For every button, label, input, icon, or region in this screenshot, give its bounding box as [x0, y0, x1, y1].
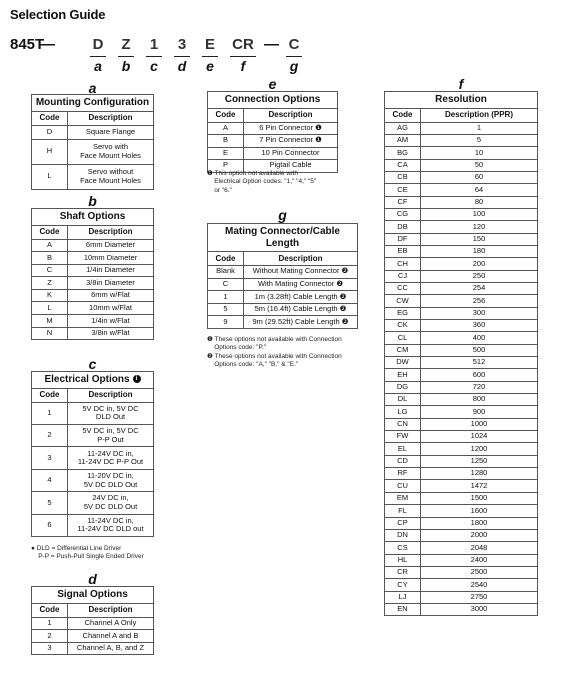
table-row	[32, 277, 154, 290]
row-description: 1250	[421, 455, 538, 467]
row-code: CU	[385, 480, 421, 492]
row-description: 24V DC in, 5V DC DLD Out	[68, 492, 154, 514]
table-row	[385, 122, 538, 134]
part-number-dash: —	[40, 36, 55, 53]
row-code: BG	[385, 147, 421, 159]
row-code: RF	[385, 468, 421, 480]
info-circle-icon: i	[133, 375, 141, 383]
row-code: CC	[385, 282, 421, 294]
row-code: CK	[385, 320, 421, 332]
row-code: CW	[385, 295, 421, 307]
row-code: CP	[385, 517, 421, 529]
part-number-segment-g: C g	[286, 36, 302, 74]
row-code: AG	[385, 122, 421, 134]
row-code: H	[32, 139, 68, 164]
row-description: 1600	[421, 505, 538, 517]
row-description: Pigtail Cable	[244, 160, 338, 173]
row-code: 2	[32, 424, 68, 446]
table-row	[32, 125, 154, 139]
row-code: DF	[385, 233, 421, 245]
row-description: Channel A, B, and Z	[68, 642, 154, 655]
table-row	[385, 394, 538, 406]
row-description: 150	[421, 233, 538, 245]
row-description: Channel A Only	[68, 617, 154, 630]
g-table-title: Mating Connector/Cable Length	[208, 224, 358, 252]
row-description: 2750	[421, 591, 538, 603]
row-description: 2540	[421, 579, 538, 591]
electrical-options-table	[31, 371, 154, 537]
electrical-options-note: ● DLD = Differential Line Driver P-P = Push-Pull Single Ended Driver	[31, 545, 144, 561]
row-description: 10 Pin Connector	[244, 147, 338, 160]
row-code: CG	[385, 208, 421, 220]
table-row	[32, 492, 154, 514]
row-code: D	[32, 125, 68, 139]
row-code: CJ	[385, 270, 421, 282]
part-number-prefix: 845T	[10, 36, 45, 53]
row-code: CD	[385, 455, 421, 467]
row-description: 10	[421, 147, 538, 159]
row-code: EH	[385, 369, 421, 381]
row-description: 80	[421, 196, 538, 208]
row-code: B	[32, 252, 68, 265]
row-code: Blank	[208, 266, 244, 279]
row-code: N	[32, 327, 68, 340]
row-code: CR	[385, 566, 421, 578]
row-code: K	[32, 289, 68, 302]
signal-options-table	[31, 586, 154, 655]
table-row	[385, 233, 538, 245]
row-code: CM	[385, 344, 421, 356]
row-code: 5	[32, 492, 68, 514]
table-row	[385, 171, 538, 183]
row-code: A	[208, 122, 244, 135]
row-code: 2	[32, 630, 68, 643]
table-row	[385, 554, 538, 566]
row-description: 360	[421, 320, 538, 332]
table-row	[32, 402, 154, 424]
shaft-options-table	[31, 208, 154, 340]
table-row	[32, 327, 154, 340]
row-code: 6	[32, 514, 68, 536]
part-number-segment-c: 1 c	[146, 36, 162, 74]
table-row	[32, 315, 154, 328]
row-code: C	[208, 278, 244, 291]
row-code: P	[208, 160, 244, 173]
column-header-description: Description	[68, 225, 154, 239]
row-code: L	[32, 302, 68, 315]
table-row	[385, 221, 538, 233]
row-description: 300	[421, 307, 538, 319]
f-table-title: Resolution	[385, 92, 538, 109]
row-code: E	[208, 147, 244, 160]
row-description: 3/8in w/Flat	[68, 327, 154, 340]
table-row	[385, 134, 538, 146]
row-code: LG	[385, 406, 421, 418]
row-description: 64	[421, 184, 538, 196]
row-code: 1	[32, 617, 68, 630]
row-code: HL	[385, 554, 421, 566]
row-description: Servo without Face Mount Holes	[68, 164, 154, 189]
row-description: 200	[421, 258, 538, 270]
section-letter-e: e	[268, 76, 277, 92]
table-row	[385, 492, 538, 504]
row-description: 10mm w/Flat	[68, 302, 154, 315]
row-code: CN	[385, 418, 421, 430]
row-description: 2400	[421, 554, 538, 566]
table-row	[385, 147, 538, 159]
row-code: EM	[385, 492, 421, 504]
row-description: 50	[421, 159, 538, 171]
table-row	[385, 591, 538, 603]
row-description: 180	[421, 245, 538, 257]
column-header-code: Code	[208, 108, 244, 122]
row-code: M	[32, 315, 68, 328]
table-row	[32, 424, 154, 446]
table-row	[385, 159, 538, 171]
row-description: 9m (29.52ft) Cable Length ❷	[244, 316, 358, 329]
row-description: 1000	[421, 418, 538, 430]
row-code: Z	[32, 277, 68, 290]
connection-options-note: ❶ This option not available with Electrical Option codes: "1," "4," "5" or "6."	[207, 170, 317, 194]
row-code: L	[32, 164, 68, 189]
row-description: Square Flange	[68, 125, 154, 139]
part-number-dash-2: —	[264, 36, 279, 53]
row-description: 1024	[421, 431, 538, 443]
table-row	[32, 239, 154, 252]
table-row	[385, 529, 538, 541]
table-row	[208, 122, 338, 135]
row-description: 1/4in Diameter	[68, 264, 154, 277]
table-row	[32, 447, 154, 469]
row-description: 512	[421, 357, 538, 369]
row-code: CS	[385, 542, 421, 554]
row-description: 1/4in w/Flat	[68, 315, 154, 328]
table-row	[32, 264, 154, 277]
row-description: 500	[421, 344, 538, 356]
row-code: 3	[32, 447, 68, 469]
column-header-description: Description	[68, 603, 154, 617]
table-row	[385, 270, 538, 282]
row-code: AM	[385, 134, 421, 146]
table-row	[32, 630, 154, 643]
table-row	[208, 135, 338, 148]
b-table-title: Shaft Options	[32, 209, 154, 226]
row-code: B	[208, 135, 244, 148]
table-row	[32, 469, 154, 491]
row-description: 1200	[421, 443, 538, 455]
row-code: 5	[208, 303, 244, 316]
table-row	[385, 208, 538, 220]
row-code: EB	[385, 245, 421, 257]
row-code: 4	[32, 469, 68, 491]
row-code: 3	[32, 642, 68, 655]
row-code: LJ	[385, 591, 421, 603]
table-row	[385, 258, 538, 270]
table-row	[385, 184, 538, 196]
row-description: 1	[421, 122, 538, 134]
row-code: DN	[385, 529, 421, 541]
table-row	[385, 295, 538, 307]
e-table-title: Connection Options	[208, 92, 338, 109]
row-code: EG	[385, 307, 421, 319]
part-number-segment-e: E e	[202, 36, 218, 74]
row-code: CH	[385, 258, 421, 270]
table-row	[385, 418, 538, 430]
table-row	[208, 303, 358, 316]
row-description: 250	[421, 270, 538, 282]
row-description: Channel A and B	[68, 630, 154, 643]
table-row	[385, 332, 538, 344]
row-description: 1m (3.28ft) Cable Length ❷	[244, 291, 358, 304]
connection-options-table	[207, 91, 338, 173]
row-description: 100	[421, 208, 538, 220]
row-description: 800	[421, 394, 538, 406]
row-code: CB	[385, 171, 421, 183]
table-row	[208, 147, 338, 160]
row-description: 720	[421, 381, 538, 393]
row-code: CA	[385, 159, 421, 171]
table-row	[385, 307, 538, 319]
row-description: 6 Pin Connector ❶	[244, 122, 338, 135]
row-code: A	[32, 239, 68, 252]
row-code: CL	[385, 332, 421, 344]
row-code: 1	[208, 291, 244, 304]
section-letter-a: a	[88, 80, 97, 96]
c-table-title: Electrical Options i	[32, 372, 154, 389]
resolution-table	[384, 91, 538, 616]
row-description: Without Mating Connector ❷	[244, 266, 358, 279]
table-row	[385, 381, 538, 393]
row-description: 600	[421, 369, 538, 381]
row-description: 3/8in Diameter	[68, 277, 154, 290]
row-code: FL	[385, 505, 421, 517]
row-description: 1800	[421, 517, 538, 529]
row-description: 2500	[421, 566, 538, 578]
column-header-description: Description	[68, 388, 154, 402]
table-row	[385, 369, 538, 381]
part-number-segment-f: CR f	[230, 36, 256, 74]
table-row	[385, 344, 538, 356]
row-code: EL	[385, 443, 421, 455]
table-row	[32, 139, 154, 164]
section-letter-d: d	[88, 571, 97, 587]
table-row	[385, 517, 538, 529]
table-row	[208, 266, 358, 279]
row-description: 5V DC in, 5V DC DLD Out	[68, 402, 154, 424]
table-row	[32, 642, 154, 655]
table-row	[385, 245, 538, 257]
table-row	[385, 455, 538, 467]
row-code: CF	[385, 196, 421, 208]
table-row	[385, 406, 538, 418]
table-row	[385, 566, 538, 578]
table-row	[208, 278, 358, 291]
row-code: DG	[385, 381, 421, 393]
row-description: 2048	[421, 542, 538, 554]
row-code: 1	[32, 402, 68, 424]
column-header-code: Code	[208, 252, 244, 266]
row-description: 5m (16.4ft) Cable Length ❷	[244, 303, 358, 316]
row-description: 11-24V DC in, 11-24V DC P-P Out	[68, 447, 154, 469]
table-row	[385, 505, 538, 517]
table-row	[385, 542, 538, 554]
row-description: 254	[421, 282, 538, 294]
table-row	[385, 603, 538, 615]
column-header-code: Code	[32, 603, 68, 617]
row-description: 5	[421, 134, 538, 146]
table-row	[32, 514, 154, 536]
column-header-description: Description	[244, 252, 358, 266]
row-description: 120	[421, 221, 538, 233]
row-description: 3000	[421, 603, 538, 615]
column-header-code: Code	[32, 111, 68, 125]
row-description: Servo with Face Mount Holes	[68, 139, 154, 164]
section-letter-c: c	[88, 356, 97, 372]
table-row	[208, 316, 358, 329]
part-number-breakdown	[10, 36, 340, 76]
row-description: 11-20V DC in, 5V DC DLD Out	[68, 469, 154, 491]
table-row	[32, 164, 154, 189]
table-row	[385, 320, 538, 332]
row-code: CY	[385, 579, 421, 591]
row-code: FW	[385, 431, 421, 443]
table-row	[32, 252, 154, 265]
table-row	[208, 291, 358, 304]
table-row	[385, 282, 538, 294]
row-code: CE	[385, 184, 421, 196]
row-description: 10mm Diameter	[68, 252, 154, 265]
section-letter-b: b	[88, 193, 97, 209]
row-code: DB	[385, 221, 421, 233]
row-description: 6mm Diameter	[68, 239, 154, 252]
row-description: 1280	[421, 468, 538, 480]
table-row	[385, 443, 538, 455]
row-code: C	[32, 264, 68, 277]
row-description: 900	[421, 406, 538, 418]
mating-connector-note: ❶ These options not available with Connection Options code: "P." ❷ These options not available with Connection Options code: "A," "B," & "E."	[207, 336, 342, 369]
column-header-code: Code	[385, 108, 421, 122]
table-row	[385, 357, 538, 369]
row-description: 7 Pin Connector ❶	[244, 135, 338, 148]
a-table-title: Mounting Configuration	[32, 95, 154, 112]
row-description: With Mating Connector ❷	[244, 278, 358, 291]
page-title: Selection Guide	[10, 7, 106, 22]
row-description: 5V DC in, 5V DC P-P Out	[68, 424, 154, 446]
row-description: 2000	[421, 529, 538, 541]
row-description: 1500	[421, 492, 538, 504]
mounting-configuration-table	[31, 94, 154, 190]
table-row	[32, 289, 154, 302]
column-header-description: Description	[68, 111, 154, 125]
column-header-code: Code	[32, 388, 68, 402]
row-code: EN	[385, 603, 421, 615]
mating-connector-table	[207, 223, 358, 329]
table-row	[385, 468, 538, 480]
part-number-segment-a: D a	[90, 36, 106, 74]
row-code: DL	[385, 394, 421, 406]
part-number-segment-b: Z b	[118, 36, 134, 74]
column-header-description: Description	[244, 108, 338, 122]
table-row	[32, 302, 154, 315]
table-row	[32, 617, 154, 630]
section-letter-g: g	[278, 207, 287, 223]
section-letter-f: f	[458, 76, 464, 92]
row-description: 11-24V DC in, 11-24V DC DLD out	[68, 514, 154, 536]
row-code: DW	[385, 357, 421, 369]
table-row	[385, 431, 538, 443]
column-header-code: Code	[32, 225, 68, 239]
row-description: 6mm w/Flat	[68, 289, 154, 302]
part-number-segment-d: 3 d	[174, 36, 190, 74]
column-header-description: Description (PPR)	[421, 108, 538, 122]
table-row	[385, 196, 538, 208]
row-description: 1472	[421, 480, 538, 492]
row-description: 400	[421, 332, 538, 344]
table-row	[385, 480, 538, 492]
table-row	[385, 579, 538, 591]
row-description: 256	[421, 295, 538, 307]
row-code: 9	[208, 316, 244, 329]
d-table-title: Signal Options	[32, 587, 154, 604]
row-description: 60	[421, 171, 538, 183]
